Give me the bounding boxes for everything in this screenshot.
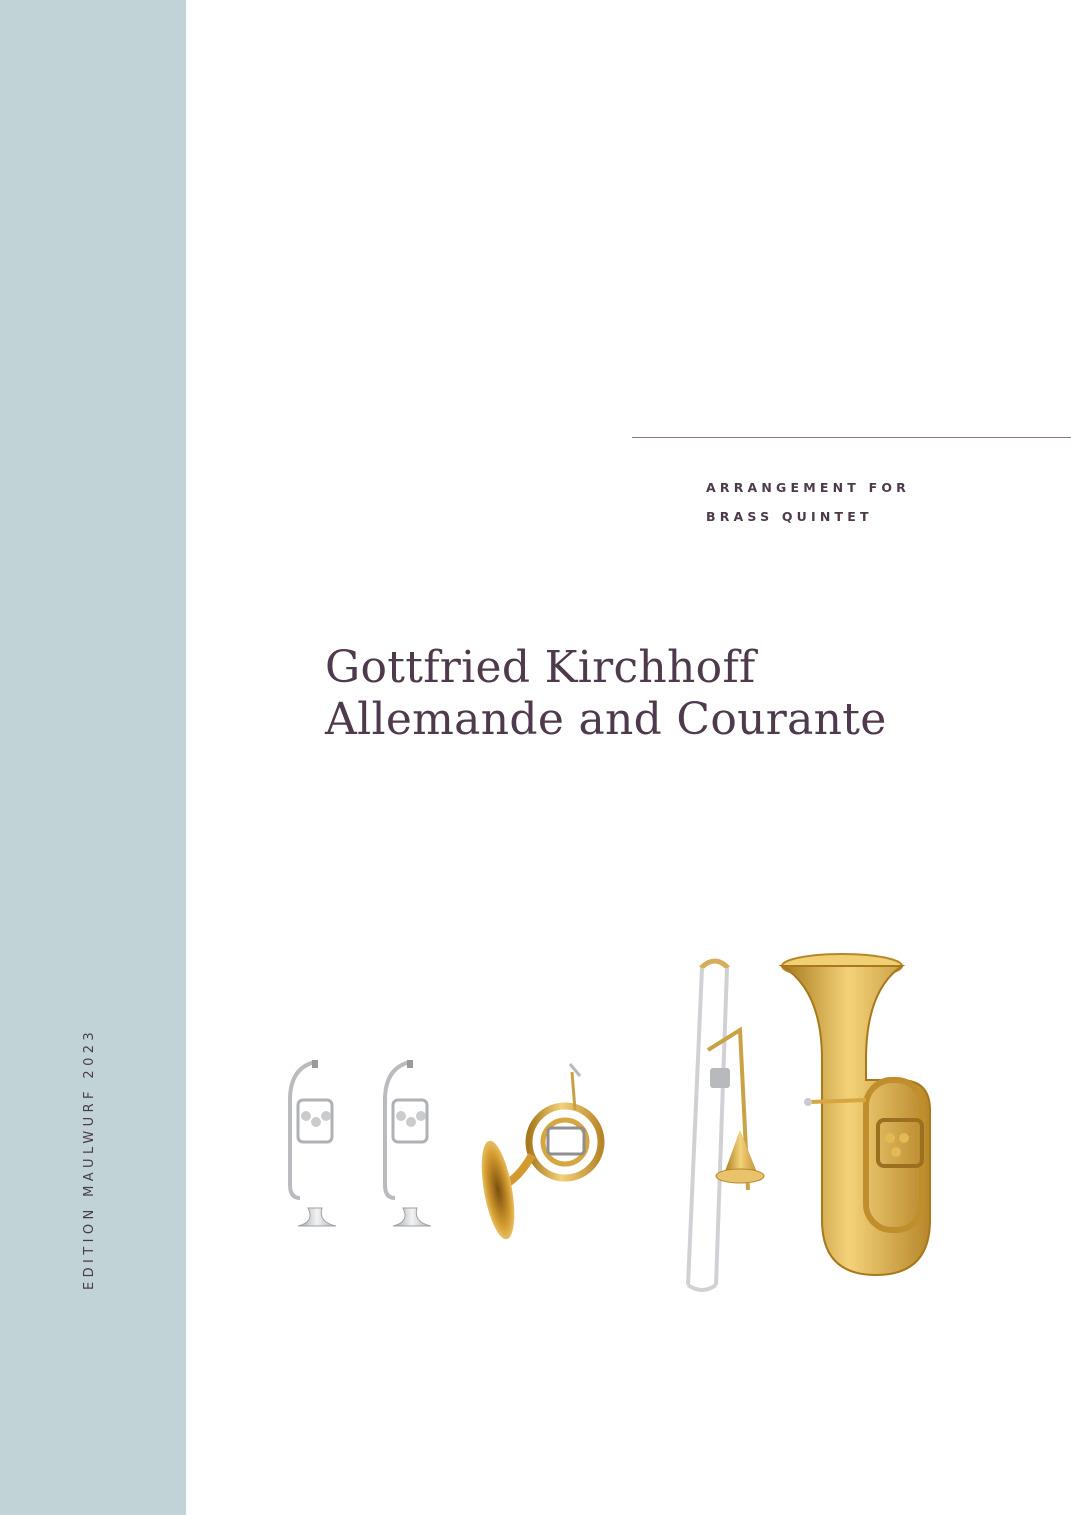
trombone-icon — [688, 961, 764, 1290]
subtitle — [706, 473, 910, 531]
tuba-icon — [782, 954, 930, 1275]
sidebar-band — [0, 0, 186, 1515]
title-work: Allemande and Courante — [325, 694, 887, 745]
page-title — [325, 642, 887, 746]
subtitle-line-1: ARRANGEMENT FOR — [706, 480, 910, 495]
instruments-illustration — [270, 950, 970, 1300]
trumpet-icon — [385, 1060, 431, 1226]
subtitle-line-2: BRASS QUINTET — [706, 509, 873, 524]
french-horn-icon — [476, 1064, 601, 1242]
title-composer: Gottfried Kirchhoff — [325, 642, 756, 693]
trumpet-icon — [290, 1060, 336, 1226]
divider-rule — [632, 437, 1071, 438]
edition-label: EDITION MAULWURF 2023 — [82, 1027, 97, 1290]
